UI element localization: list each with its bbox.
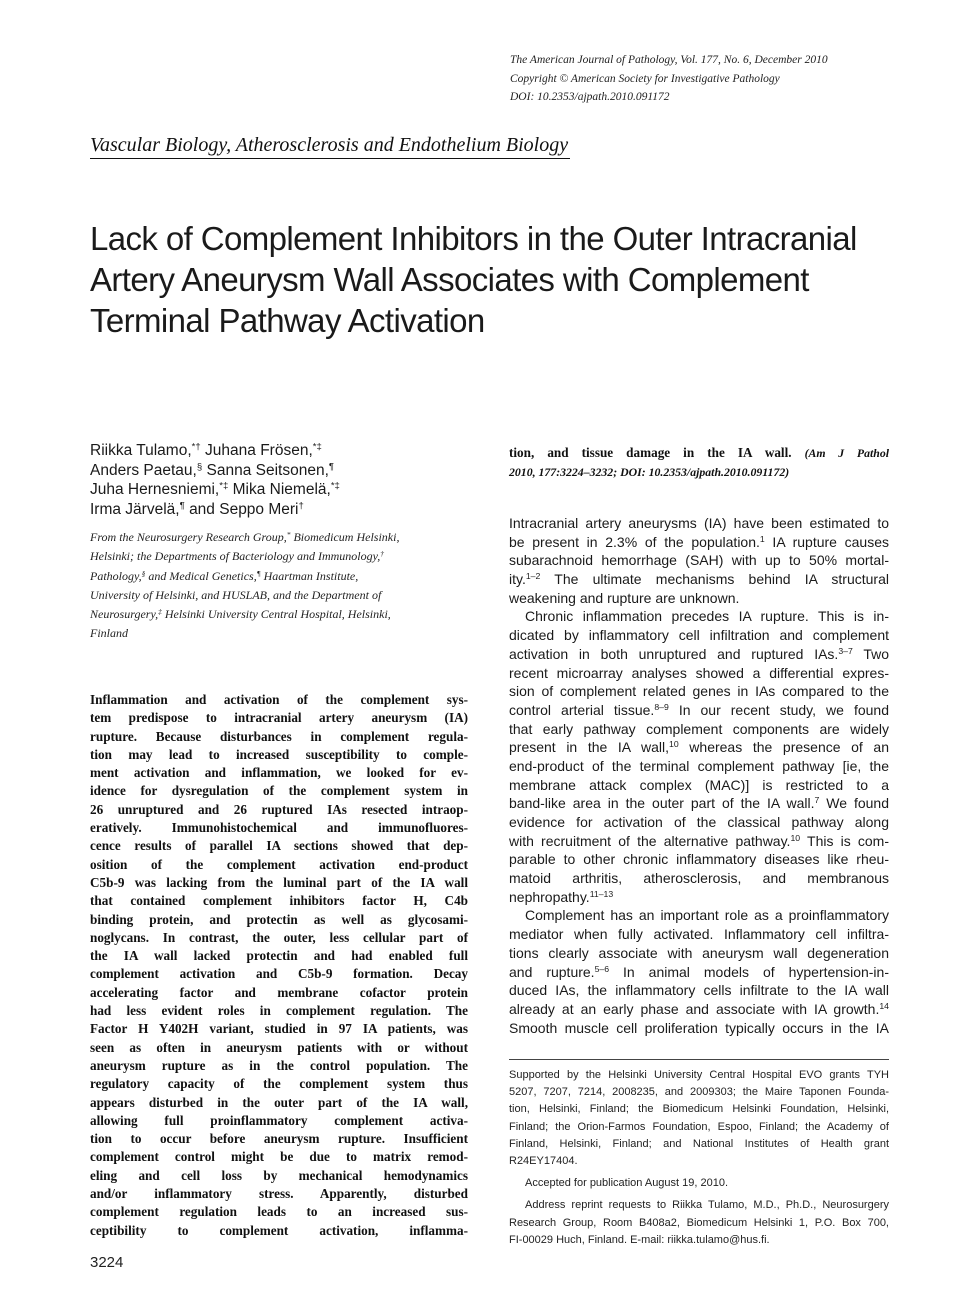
abstract-line: rupture. Because disturbances in complement regula- [90,728,468,744]
text: control arterial tissue. [509,701,655,718]
body-line [509,701,889,720]
author-affil-mark: *‡ [219,480,229,492]
body-line: sion of complement related genes in IAs compared to the [509,683,889,700]
body-line [509,963,889,982]
text: nephropathy. [509,888,590,905]
abstract-line: appears disturbed in the outer part of the IA wall, [90,1094,468,1110]
author-affil-mark: † [298,500,304,512]
affiliation-text: Helsinki; the Departments of Bacteriology and Immunology, [90,549,381,564]
body-line: recent microarray analyses showed a differential expres- [509,664,889,681]
body-line: that early pathway complement components are widely [509,720,889,737]
author-affil-mark: ¶ [328,461,335,473]
author-affil-mark: ¶ [179,500,185,512]
article-title [90,218,910,341]
funding-note-line: R24EY17404. [509,1154,578,1167]
affil-mark: * [286,529,291,539]
abstract [90,691,468,1240]
funding-note-line: 5207, 7207, 7214, 2008235, and 2009303; the Maire Taponen Founda- [509,1086,889,1099]
abstract-line: 26 unruptured and 26 ruptured IAs resected intraop- [90,801,468,817]
author-line [90,441,490,461]
body-text [509,514,889,1037]
text: In animal models of hypertension-in- [609,963,889,980]
ref-sup: 11–13 [589,888,614,899]
title-line: Artery Aneurysm Wall Associates with Complement [90,261,809,298]
text: be present in 2.3% of the population. [509,533,760,550]
doi-line: DOI: 10.2353/ajpath.2010.091172 [510,91,670,103]
affiliation-line [90,567,480,586]
body-line [509,832,889,851]
affiliation-line: Finland [90,626,128,641]
body-line [509,533,889,552]
abstract-line: had less evident roles in complement regulation. The [90,1003,468,1019]
body-line [509,570,889,589]
abstract-line: complement regulation leads to an increased sus- [90,1204,468,1220]
reprint-note-line: Research Group, Room B408a2, Biomedicum Helsinki 1, P.O. Box 700, [509,1216,889,1229]
author-name: and Seppo Meri [189,500,299,518]
body-line: weakening and rupture are unknown. [509,589,740,606]
abstract-line: aneurysm rupture as in the control population. The [90,1057,468,1073]
affil-mark: † [380,549,384,559]
affil-mark: § [141,568,146,578]
title-line: Lack of Complement Inhibitors in the Outer Intracranial [90,220,857,257]
text: band-like area in the outer part of the IA wall. [509,795,815,812]
body-line: Intracranial artery aneurysms (IA) have been estimated to [509,515,889,531]
abstract-line: regulatory capacity of the complement system thus [90,1076,468,1092]
citation-ref: (Am J Pathol [804,446,889,460]
section-heading: Vascular Biology, Atherosclerosis and Endothelium Biology [90,132,570,159]
reprint-note-line: FI-00029 Huch, Finland. E-mail: riikka.tulamo@hus.fi. [509,1233,770,1246]
text: ity. [509,571,526,588]
body-line: end-product of the terminal complement pathway [ie, the [509,757,889,774]
abstract-line: cence results of parallel IA sections showed that dep- [90,838,468,854]
funding-note-line: Finland; the Orion-Farmos Foundation, Espoo, Finland; the Academy of [509,1120,889,1133]
abstract-line: binding protein, and protectin as well as glycosami- [90,911,468,927]
text: already at an early phase and associate with IA growth. [509,1000,880,1017]
journal-header [510,51,930,107]
abstract-line: the IA wall lacked protectin and had enabled full [90,948,468,964]
author-name: Juha Hernesniemi, [90,481,220,498]
affiliation-text: and Medical Genetics, [145,568,257,583]
text: We found [819,795,889,812]
affiliation-line [90,528,480,547]
author-list [90,441,490,519]
abstract-line: ment activation and inflammation, we looked for ev- [90,765,468,781]
body-line: membrane attack complex (MAC)] is restricted to a [509,776,889,793]
body-line: mediator when fully activated. Inflammatory cell infiltra- [509,926,889,943]
affiliation-line [90,605,480,624]
body-line [509,888,889,907]
abstract-line: ceptibility to complement activation, inflamma- [90,1222,468,1238]
author-name: Juhana Frösen, [205,442,313,459]
body-line: subarachnoid hemorrhage (SAH) with up to 50% mortal- [509,552,889,569]
author-affil-mark: *‡ [330,480,340,492]
affiliation-text: Pathology, [90,568,142,583]
abstract-end-line [509,443,889,462]
ref-sup: 8–9 [654,702,669,713]
journal-citation: The American Journal of Pathology, Vol. 177, No. 6, December 2010 [510,54,828,66]
affil-mark: ¶ [256,568,261,578]
ref-sup: 10 [790,832,801,843]
author-line [90,480,490,500]
author-name: Mika Niemelä, [232,481,331,498]
author-affil-mark: § [196,461,203,473]
abstract-line: that contained complement inhibitors factor H, C4b [90,893,468,909]
page-number: 3224 [90,1254,124,1271]
affiliation-text: Haartman Institute, [260,568,359,583]
abstract-line: noglycans. In contrast, the outer, less cellular part of [90,929,468,945]
body-line: duced IAs, the inflammatory cells infiltrate to the IA wall [509,982,889,999]
body-line [509,1000,889,1019]
ref-sup: 5–6 [594,963,610,974]
affiliation-text: From the Neurosurgery Research Group, [90,530,287,544]
ref-sup: 1–2 [525,571,541,582]
body-line: tions clearly associate with aneurysm wall degeneration [509,944,889,961]
text: In our recent study, we found [668,701,889,718]
body-line [509,738,889,757]
affiliation-line: University of Helsinki, and HUSLAB, and the Department of [90,587,382,602]
funding-note-line: Finland, Helsinki, Finland; and National Institutes of Health grant [509,1137,889,1150]
ref-sup: 10 [669,739,679,750]
ref-sup: 14 [879,1001,889,1012]
text: IA rupture causes [764,533,889,550]
abstract-continuation [509,443,889,481]
author-name: Irma Järvelä, [90,500,180,518]
text: This is com- [800,832,890,849]
text: The ultimate mechanisms behind IA structural [540,571,889,588]
abstract-line: complement activation and C5b-9 formation. Decay [90,966,468,982]
abstract-line: tion may lead to increased susceptibility to comple- [90,746,468,762]
body-line: matoid arthritis, atherosclerosis, and membranous [509,870,889,887]
body-line: evidence for activation of the classical pathway along [509,814,889,830]
text: and rupture. [509,963,595,980]
abstract-line: accelerating factor and membrane cofactor protein [90,984,468,1000]
text: Two [852,645,890,662]
body-line: Complement has an important role as a proinflammatory [525,907,889,924]
abstract-line: allowing full proinflammatory complement activa- [90,1112,468,1128]
abstract-line: Factor H Y402H variant, studied in 97 IA patients, was [90,1021,468,1037]
author-name: Sanna Seitsonen, [206,461,329,479]
title-line: Terminal Pathway Activation [90,302,485,339]
body-line [509,645,889,664]
affil-mark: ‡ [158,607,162,617]
ref-sup: 1 [759,533,765,544]
affiliations [90,528,480,644]
citation-ref: 2010, 177:3224–3232; DOI: 10.2353/ajpath.2010.091172) [509,465,790,479]
footnotes [509,1067,889,1249]
body-line: Chronic inflammation precedes IA rupture. This is in- [525,608,889,625]
text: present in the IA wall, [509,739,670,756]
affiliation-text: Neurosurgery, [90,607,159,622]
ref-sup: 7 [814,795,820,806]
text: with recruitment of the alternative pathway. [509,832,791,849]
body-line [509,794,889,813]
abstract-line: idence for dysregulation of the complement system in [90,783,468,799]
abstract-line: eratively. Immunohistochemical and immunofluores- [90,820,468,836]
abstract-line: tem predispose to intracranial artery aneurysm (IA) [90,710,468,726]
abstract-line: C5b-9 was lacking from the luminal part of the IA wall [90,874,468,890]
reprint-note-line: Address reprint requests to Riikka Tulamo, M.D., Ph.D., Neurosurgery [525,1199,889,1212]
author-affil-mark: *‡ [312,441,322,453]
abstract-end-text: tion, and tissue damage in the IA wall. [509,445,792,460]
author-name: Riikka Tulamo, [90,442,192,459]
body-line: Smooth muscle cell proliferation typically occurs in the IA [509,1019,889,1036]
abstract-line: and/or inflammatory stress. Apparently, disturbed [90,1186,468,1202]
author-affil-mark: *† [191,441,201,453]
abstract-line: seen as often in aneurysm patients with or without [90,1039,468,1055]
abstract-line: eling and cell loss by mechanical hemodynamics [90,1167,468,1183]
author-line [90,461,490,481]
author-name: Anders Paetau, [90,461,197,479]
abstract-line: Inflammation and activation of the complement sys- [90,692,468,707]
affiliation-text: Biomedicum Helsinki, [290,530,400,544]
abstract-line: tion to occur before aneurysm rupture. Insufficient [90,1131,468,1147]
affiliation-line [90,547,480,566]
citation-line [509,462,889,481]
abstract-line: complement control might be due to matrix remod- [90,1149,468,1165]
copyright-line: Copyright © American Society for Investigative Pathology [510,72,780,85]
abstract-line: osition of the complement activation end-product [90,856,468,872]
body-line: parable to other chronic inflammatory diseases like rheu- [509,851,889,868]
text: whereas the presence of an [678,739,890,756]
body-line: dicated by inflammatory cell infiltration and complement [509,627,889,644]
text: activation in both unruptured and ruptured IAs. [509,645,839,662]
footnote-divider [509,1059,889,1060]
ref-sup: 3–7 [838,646,853,657]
accepted-note: Accepted for publication August 19, 2010. [525,1177,729,1190]
author-line [90,500,490,520]
affiliation-text: Helsinki University Central Hospital, Helsinki, [161,607,391,622]
funding-note-line: Supported by the Helsinki University Central Hospital EVO grants TYH [509,1069,889,1081]
funding-note-line: tion, Helsinki, Finland; the Biomedicum Helsinki Foundation, Helsinki, [509,1103,889,1116]
